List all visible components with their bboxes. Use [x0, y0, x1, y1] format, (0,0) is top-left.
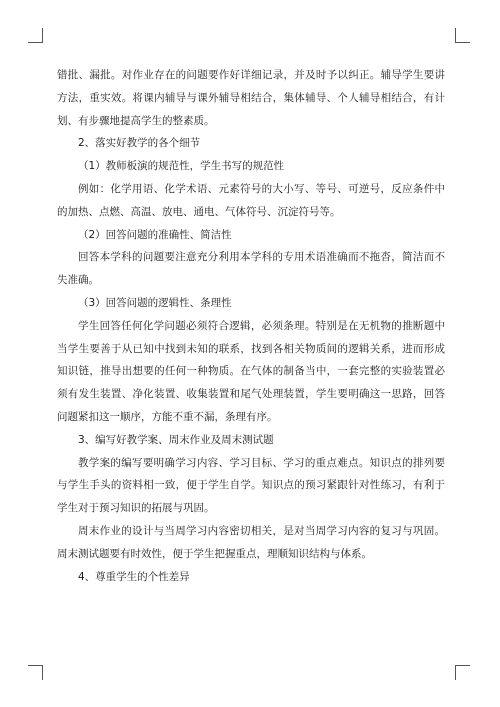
subsection-heading: （2）回答问题的准确性、简洁性: [78, 228, 232, 241]
crop-mark-bottom-right: [455, 665, 470, 680]
subsection-heading: （1）教师板演的规范性，学生书写的规范性: [78, 160, 285, 173]
paragraph: 周末作业的设计与当周学习内容密切相关，是对当周学习内容的复习与巩固。周末测试题要有时效性，便于学生把握重点，理顺知识结构与体系。: [57, 524, 445, 560]
section-heading: 4、尊重学生的个性差异: [78, 570, 190, 583]
paragraph: 错批、漏批。对作业存在的问题要作好详细记录，并及时予以纠正。辅导学生要讲方法，重实效。将课内辅导与课外辅导相结合，集体辅导、个人辅导相结合，有计划、有步骤地提高学生的整素质。: [57, 69, 445, 127]
paragraph: 教学案的编写要明确学习内容、学习目标、学习的重点难点。知识点的排列要与学生手头的资料相一致，便于学生自学。知识点的预习紧跟针对性练习，有利于学生对于预习知识的拓展与巩固。: [57, 456, 445, 515]
crop-mark-bottom-left: [28, 665, 43, 680]
paragraph: 回答本学科的问题要注意充分利用本学科的专用术语准确而不拖沓，简洁而不失准确。: [57, 251, 445, 287]
paragraph: 学生回答任何化学问题必须符合逻辑，必须条理。特别是在无机物的推断题中当学生要善于从已知中找到未知的联系，找到各相关物质间的逻辑关系，进而形成知识链，推导出想要的任何一种物质。在气体的制备当中，一套完整的实验装置必须有发生装置、净化装置、收集装置和尾气处理装置，学生要明确这一思路，回答问题紧扣这一顺序，方能不重不漏，条理有序。: [57, 319, 445, 423]
paragraph: 例如：化学用语、化学术语、元素符号的大小写、等号、可逆号，反应条件中的加热、点燃、高温、放电、通电、气体符号、沉淀符号等。: [57, 182, 445, 218]
crop-mark-top-left: [28, 28, 43, 43]
section-heading: 3、编写好教学案、周末作业及周末测试题: [78, 433, 274, 446]
section-heading: 2、落实好教学的各个细节: [78, 137, 201, 150]
document-body: [57, 64, 445, 588]
crop-mark-top-right: [455, 28, 470, 43]
subsection-heading: （3）回答问题的逻辑性、条理性: [78, 296, 232, 309]
